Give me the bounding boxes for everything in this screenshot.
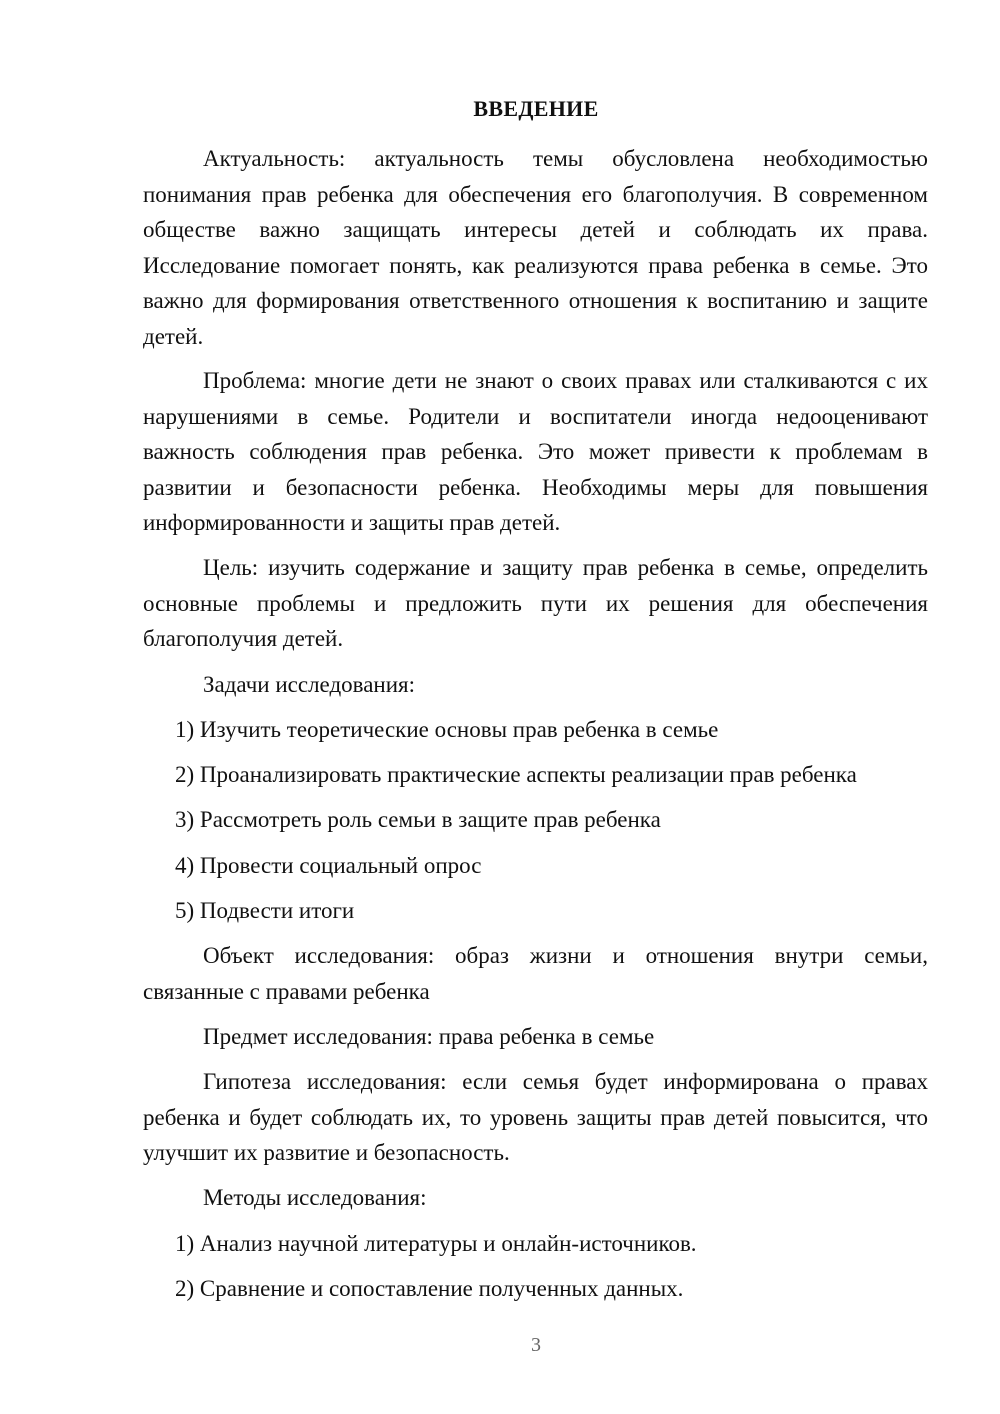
problem-paragraph: Проблема: многие дети не знают о своих правах или сталкиваются с их нарушениями в семье. Родители и воспитатели иногда недооценивают важность соблюдения прав ребенка. Это может привести к проблемам в развитии и безопасности ребенка. Необходимы меры для повышения информированности и защиты прав детей.	[143, 368, 928, 536]
task-item-4: 4) Провести социальный опрос	[175, 853, 482, 878]
relevance-paragraph: Актуальность: актуальность темы обусловлена необходимостью понимания прав ребенка для обеспечения его благополучия. В современном обществе важно защищать интересы детей и соблюдать их права. Исследование помогает понять, как реализуются права ребенка в семье. Это важно для формирования ответственного отношения к воспитанию и защите детей.	[143, 146, 928, 349]
task-item-1: 1) Изучить теоретические основы прав ребенка в семье	[175, 717, 719, 742]
tasks-heading: Задачи исследования:	[203, 672, 416, 697]
subject-paragraph: Предмет исследования: права ребенка в семье	[203, 1024, 655, 1049]
methods-heading: Методы исследования:	[203, 1185, 427, 1210]
task-item-3: 3) Рассмотреть роль семьи в защите прав ребенка	[175, 807, 661, 832]
hypothesis-paragraph: Гипотеза исследования: если семья будет информирована о правах ребенка и будет соблюдать их, то уровень защиты прав детей повысится, что улучшит их развитие и безопасность.	[143, 1069, 928, 1166]
page-number: 3	[531, 1334, 541, 1356]
method-item-2: 2) Сравнение и сопоставление полученных данных.	[175, 1276, 684, 1301]
method-item-1: 1) Анализ научной литературы и онлайн-источников.	[175, 1231, 697, 1256]
goal-paragraph: Цель: изучить содержание и защиту прав ребенка в семье, определить основные проблемы и предложить пути их решения для обеспечения благополучия детей.	[143, 555, 928, 652]
page-title: ВВЕДЕНИЕ	[473, 96, 599, 121]
object-paragraph: Объект исследования: образ жизни и отношения внутри семьи, связанные с правами ребенка	[143, 943, 928, 1004]
task-item-5: 5) Подвести итоги	[175, 898, 355, 923]
task-item-2: 2) Проанализировать практические аспекты реализации прав ребенка	[175, 762, 857, 787]
